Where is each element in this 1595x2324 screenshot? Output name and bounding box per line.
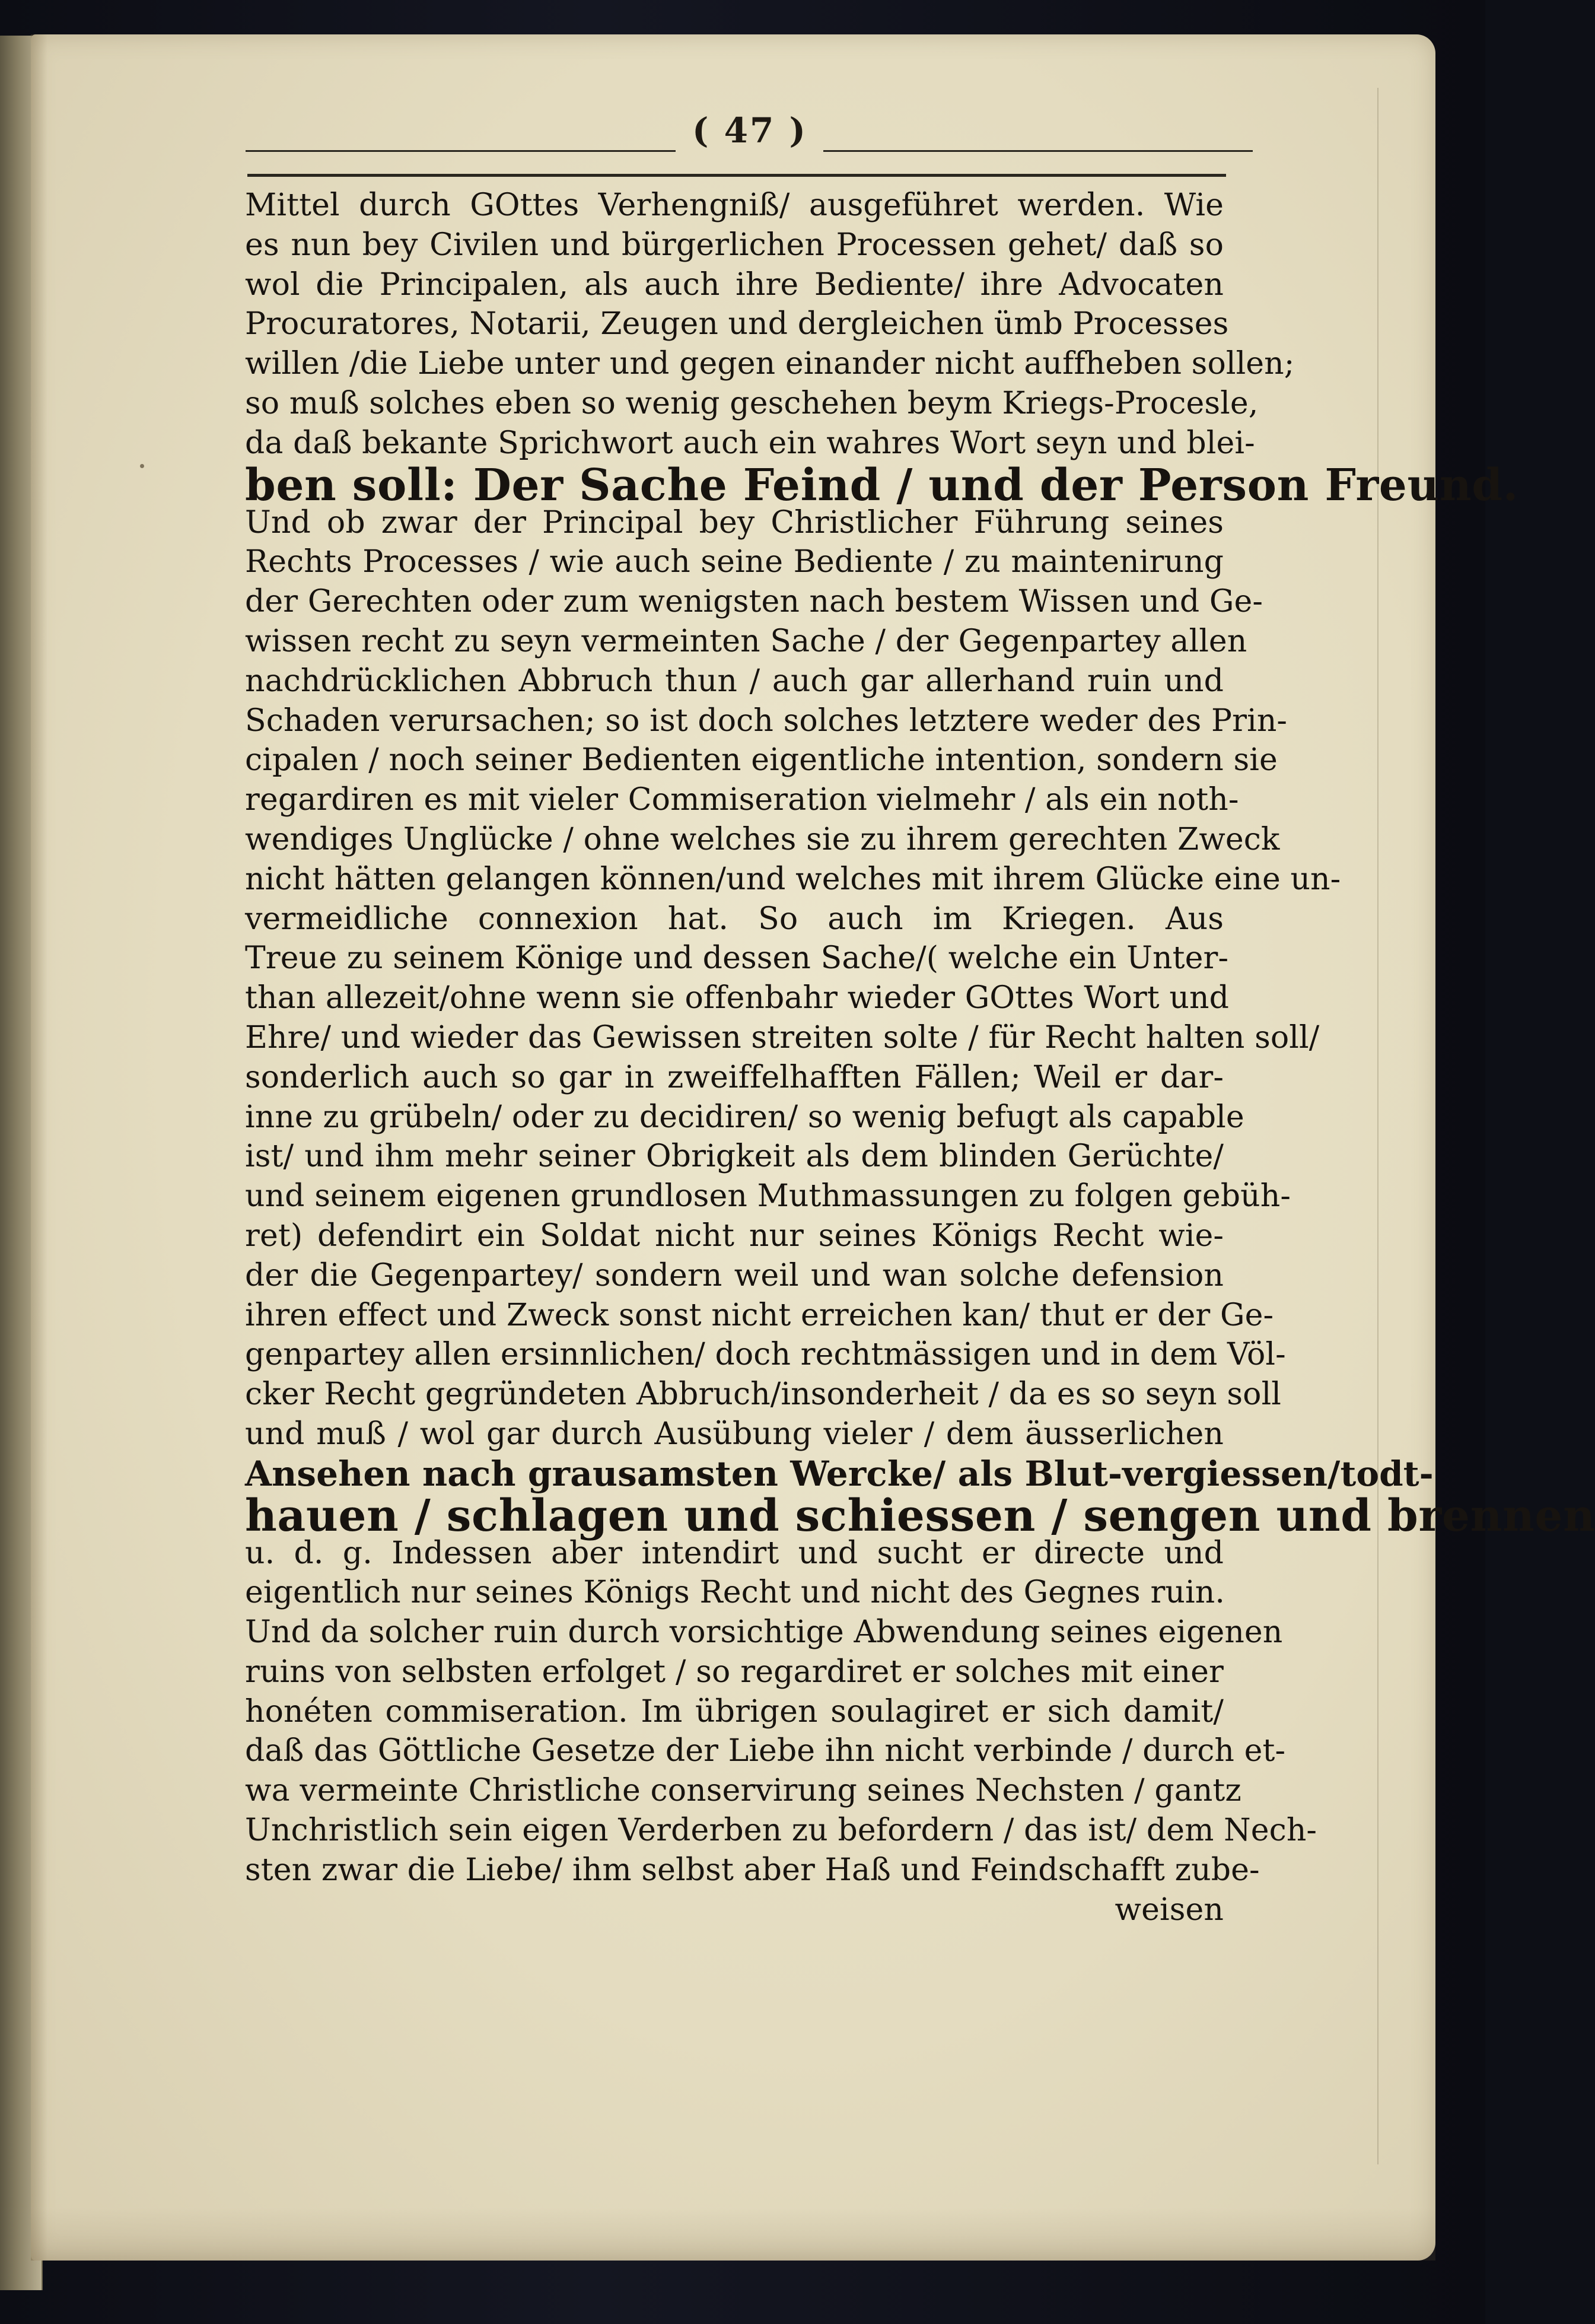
text-line-43: sten zwar die Liebe/ ihm selbst aber Haß und Feindschafft zube- [245, 1852, 1260, 1888]
text-line-38: ruins von selbsten erfolget / so regardiret er solches mit einer [245, 1654, 1224, 1690]
text-line-29: ihren effect und Zweck sonst nicht erreichen kan/ thut er der Ge- [245, 1297, 1274, 1333]
page-bottom-shadow [31, 2207, 1435, 2261]
text-line-41: wa vermeinte Christliche conservirung seines Nechsten / gantz [245, 1773, 1241, 1809]
text-line-39: honéten commiseration. Im übrigen soulagiret er sich damit/ [245, 1693, 1224, 1730]
header-divider [247, 174, 1226, 177]
text-line-44: weisen [1115, 1891, 1224, 1928]
page-header [222, 109, 1230, 180]
text-line-02: es nun bey Civilen und bürgerlichen Processen gehet/ daß so [245, 227, 1224, 263]
text-line-28: der die Gegenpartey/ sondern weil und wan solche defension [245, 1257, 1224, 1293]
document-page [31, 34, 1595, 2261]
text-line-30: genpartey allen ersinnlichen/ doch rechtmässigen und in dem Völ- [245, 1337, 1286, 1373]
text-line-19: vermeidliche connexion hat. So auch im Kriegen. Aus [245, 901, 1224, 937]
header-rule-right [823, 150, 1253, 152]
text-line-22: Ehre/ und wieder das Gewissen streiten solte / für Recht halten soll/ [245, 1019, 1320, 1056]
text-line-13: nachdrücklichen Abbruch thun / auch gar allerhand ruin und [245, 663, 1224, 699]
text-line-16: regardiren es mit vieler Commiseration vielmehr / als ein noth- [245, 782, 1239, 818]
text-line-40: daß das Göttliche Gesetze der Liebe ihn nicht verbinde / durch et- [245, 1733, 1286, 1769]
page-mark [140, 464, 144, 468]
header-rule-left [246, 150, 676, 152]
text-line-07: da daß bekante Sprichwort auch ein wahres Wort seyn und blei- [245, 425, 1255, 461]
text-line-33-emphasis: Ansehen nach grausamsten Wercke/ als Blut-vergiessen/todt- [245, 1453, 1434, 1494]
page-number-value: 47 [724, 110, 776, 151]
text-line-01: Mittel durch GOttes Verhengniß/ ausgeführet werden. Wie [245, 187, 1224, 223]
text-line-05: willen /die Liebe unter und gegen einander nicht auffheben sollen; [245, 346, 1295, 382]
text-line-24: inne zu grübeln/ oder zu decidiren/ so wenig befugt als capable [245, 1099, 1244, 1135]
text-line-36: eigentlich nur seines Königs Recht und nicht des Gegnes ruin. [245, 1575, 1225, 1611]
text-line-42: Unchristlich sein eigen Verderben zu befordern / das ist/ dem Nech- [245, 1813, 1317, 1849]
text-line-27: ret) defendirt ein Soldat nicht nur seines Königs Recht wie- [245, 1217, 1224, 1254]
text-line-06: so muß solches eben so wenig geschehen beym Kriegs-Procesle, [245, 385, 1259, 421]
text-line-14: Schaden verursachen; so ist doch solches letztere weder des Prin- [245, 702, 1288, 739]
page-number: ( 47 ) [692, 110, 807, 151]
text-line-08-emphasis: ben soll: Der Sache Feind / und der Person Freund. [245, 459, 1518, 511]
text-line-11: der Gerechten oder zum wenigsten nach bestem Wissen und Ge- [245, 584, 1263, 620]
text-line-18: nicht hätten gelangen können/und welches mit ihrem Glücke eine un- [245, 861, 1341, 897]
text-line-23: sonderlich auch so gar in zweiffelhafften Fällen; Weil er dar- [245, 1059, 1224, 1095]
text-line-20: Treue zu seinem Könige und dessen Sache/( welche ein Unter- [245, 940, 1229, 977]
text-line-09: Und ob zwar der Principal bey Christlicher Führung seines [245, 504, 1224, 541]
text-line-15: cipalen / noch seiner Bedienten eigentliche intention, sondern sie [245, 742, 1278, 778]
body-text [245, 186, 1595, 1929]
text-line-04: Procuratores, Notarii, Zeugen und dergleichen ümb Processes [245, 306, 1229, 342]
text-line-21: than allezeit/ohne wenn sie offenbahr wieder GOttes Wort und [245, 980, 1229, 1016]
text-line-25: ist/ und ihm mehr seiner Obrigkeit als dem blinden Gerüchte/ [245, 1139, 1224, 1175]
text-line-34-emphasis: hauen / schlagen und schiessen / sengen und brennen [245, 1490, 1595, 1541]
text-line-31: cker Recht gegründeten Abbruch/insonderheit / da es so seyn soll [245, 1376, 1282, 1413]
text-line-26: und seinem eigenen grundlosen Muthmassungen zu folgen gebüh- [245, 1178, 1291, 1215]
text-line-35: u. d. g. Indessen aber intendirt und sucht er directe und [245, 1535, 1224, 1571]
text-line-32: und muß / wol gar durch Ausübung vieler / dem äusserlichen [245, 1416, 1224, 1452]
page-crease [1377, 88, 1378, 2164]
text-line-17: wendiges Unglücke / ohne welches sie zu ihrem gerechten Zweck [245, 821, 1280, 857]
text-line-37: Und da solcher ruin durch vorsichtige Abwendung seines eigenen [245, 1614, 1283, 1651]
text-line-12: wissen recht zu seyn vermeinten Sache / der Gegenpartey allen [245, 623, 1247, 659]
text-line-10: Rechts Processes / wie auch seine Bediente / zu maintenirung [245, 544, 1224, 580]
text-line-03: wol die Principalen, als auch ihre Bediente/ ihre Advocaten [245, 266, 1224, 303]
